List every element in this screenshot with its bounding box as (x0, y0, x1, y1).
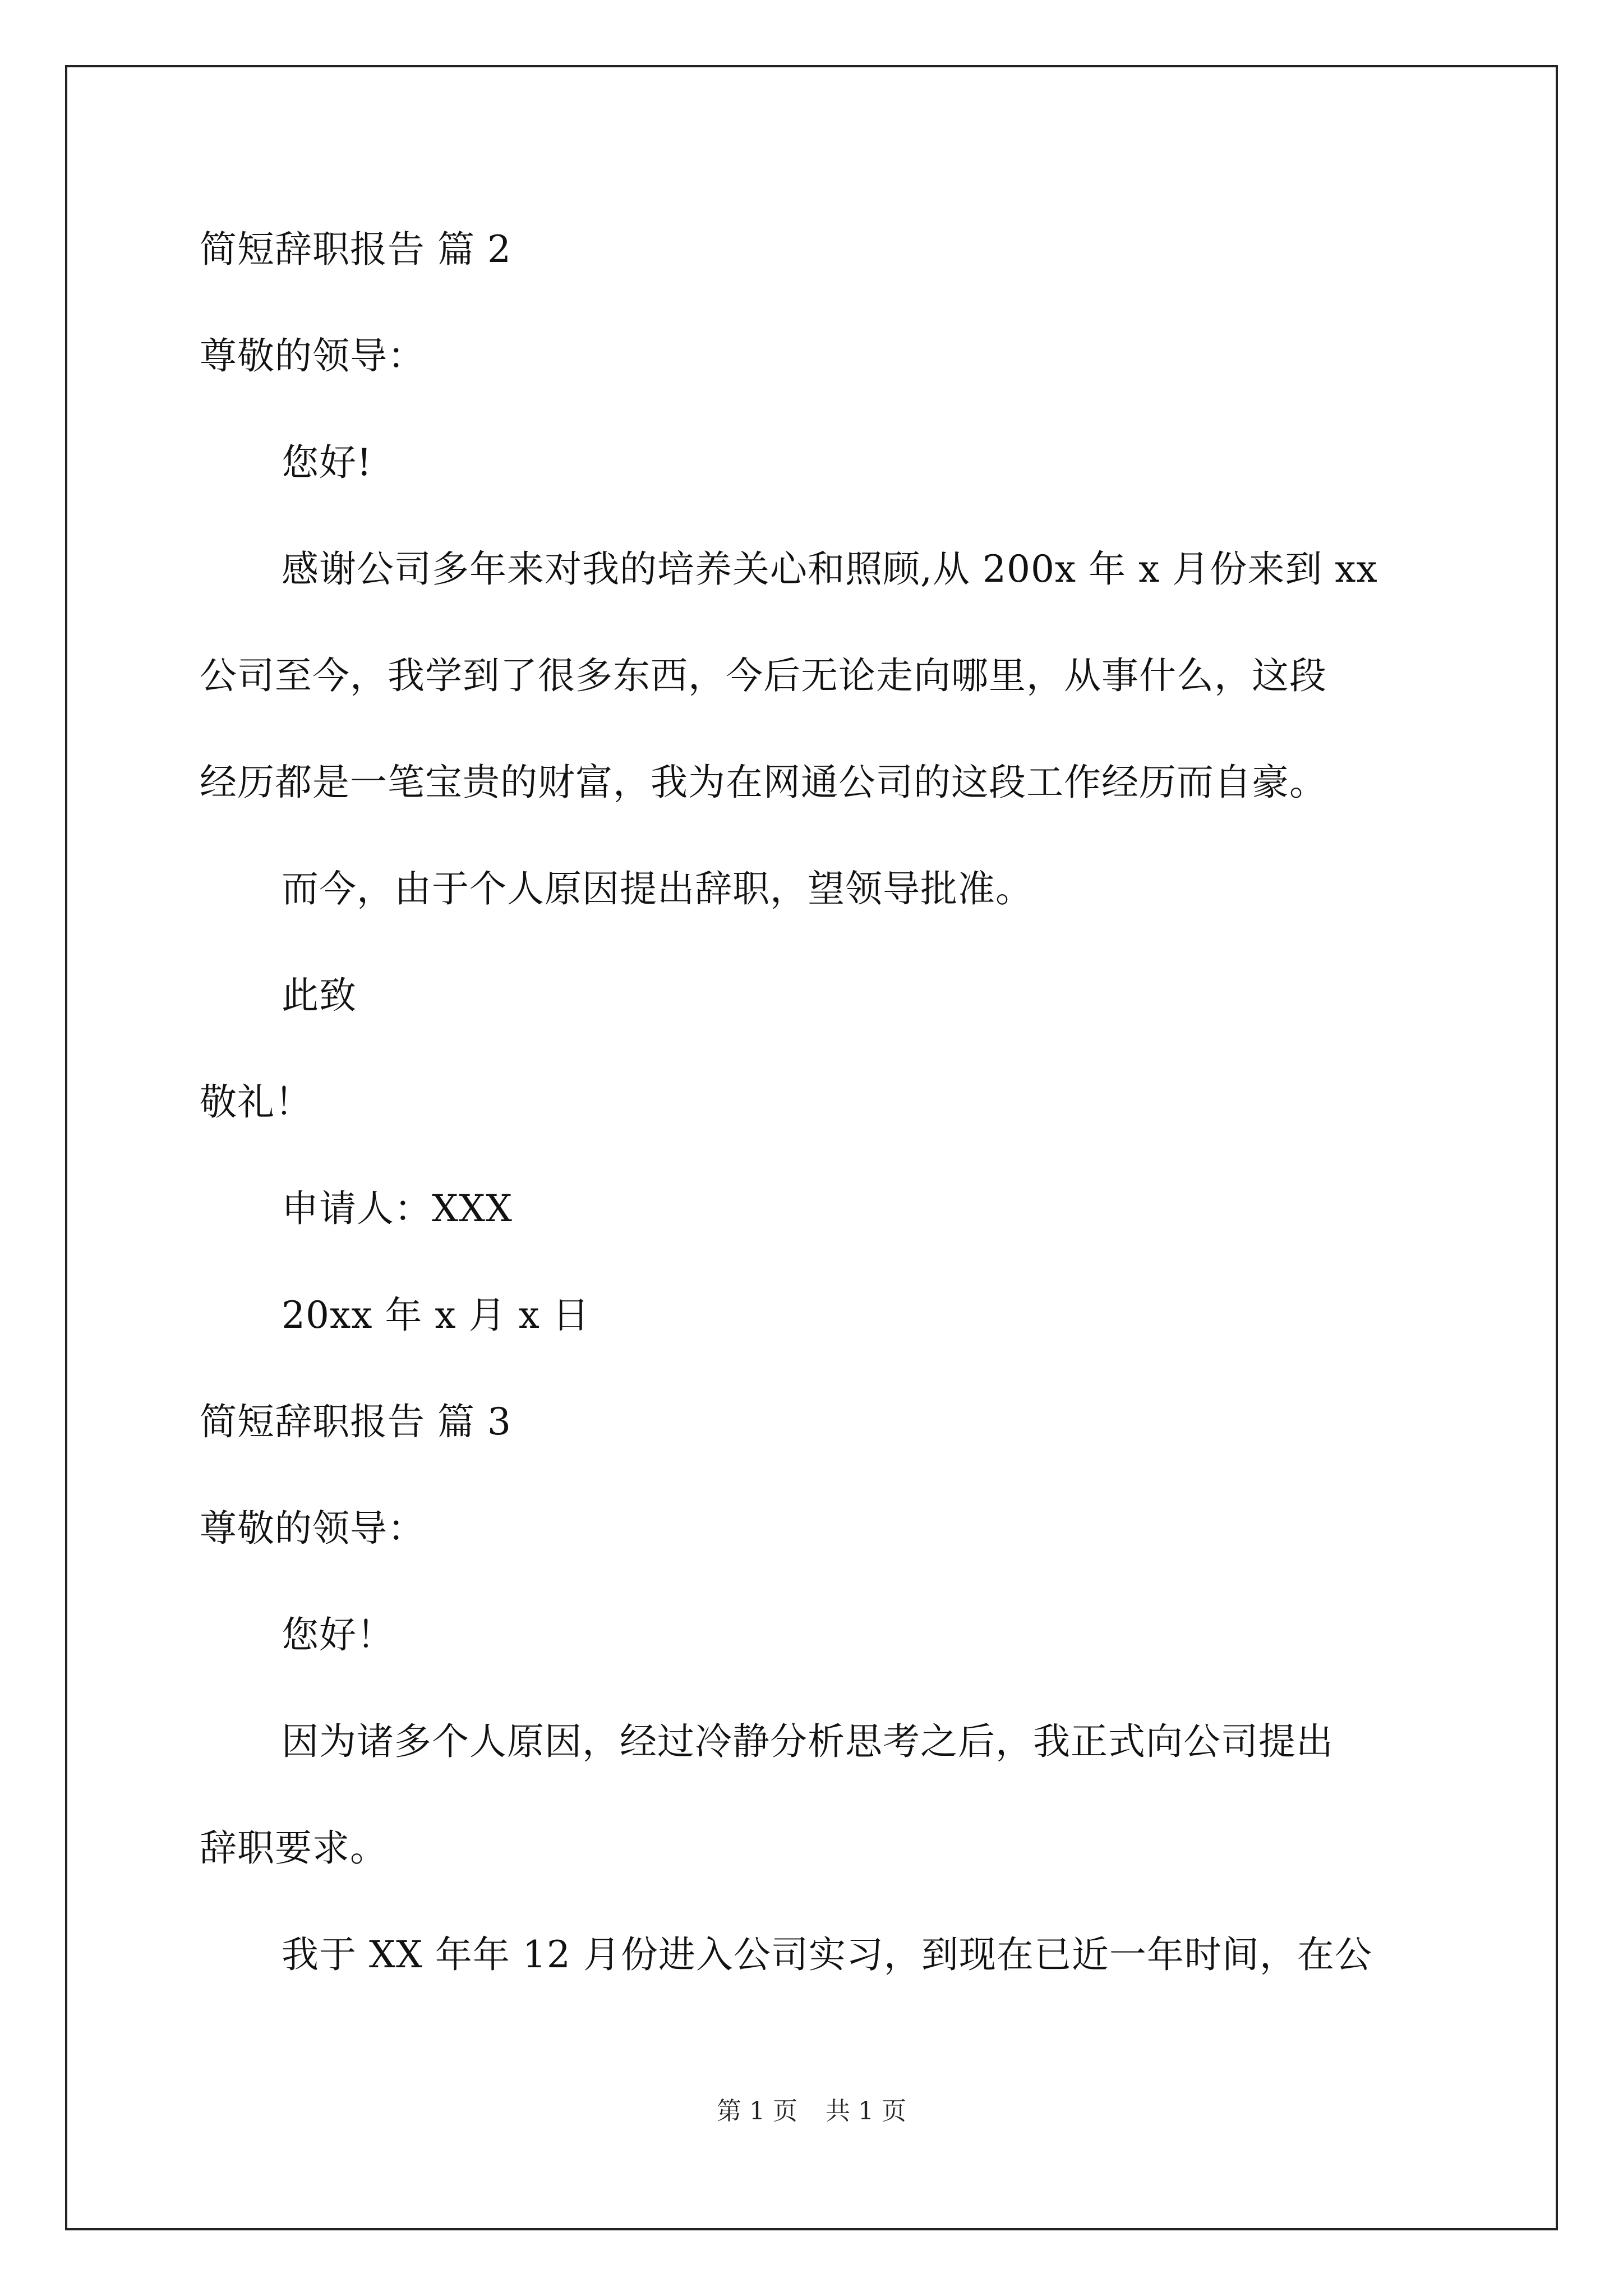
body-paragraph-line: 经历都是一笔宝贵的财富，我为在网通公司的这段工作经历而自豪。 (200, 761, 1327, 804)
salutation: 尊敬的领导： (200, 334, 425, 378)
greeting: 您好！ (282, 1613, 394, 1657)
closing-salute: 敬礼！ (200, 1080, 312, 1124)
greeting: 您好! (282, 441, 372, 484)
body-paragraph-line: 感谢公司多年来对我的培养关心和照顾,从 200x 年 x 月份来到 xx (282, 547, 1378, 591)
section-heading: 简短辞职报告 篇 2 (200, 228, 511, 271)
body-paragraph-line: 我于 XX 年年 12 月份进入公司实习，到现在已近一年时间，在公 (282, 1933, 1372, 1976)
page-footer (0, 2096, 1623, 2127)
salutation: 尊敬的领导： (200, 1507, 425, 1550)
body-paragraph-line: 因为诸多个人原因，经过冷静分析思考之后，我正式向公司提出 (282, 1720, 1334, 1763)
body-paragraph-line: 公司至今，我学到了很多东西，今后无论走向哪里，从事什么，这段 (200, 654, 1327, 697)
body-paragraph-line: 辞职要求。 (200, 1826, 388, 1870)
page-total: 共 1 页 (826, 2097, 906, 2125)
letter-date: 20xx 年 x 月 x 日 (282, 1294, 590, 1337)
body-paragraph-line: 而今，由于个人原因提出辞职，望领导批准。 (282, 867, 1033, 910)
page-border (65, 65, 1558, 2230)
closing-phrase: 此致 (282, 974, 357, 1017)
section-heading: 简短辞职报告 篇 3 (200, 1400, 511, 1443)
applicant-signature: 申请人：XXX (282, 1187, 513, 1230)
page-number: 第 1 页 (717, 2097, 797, 2125)
